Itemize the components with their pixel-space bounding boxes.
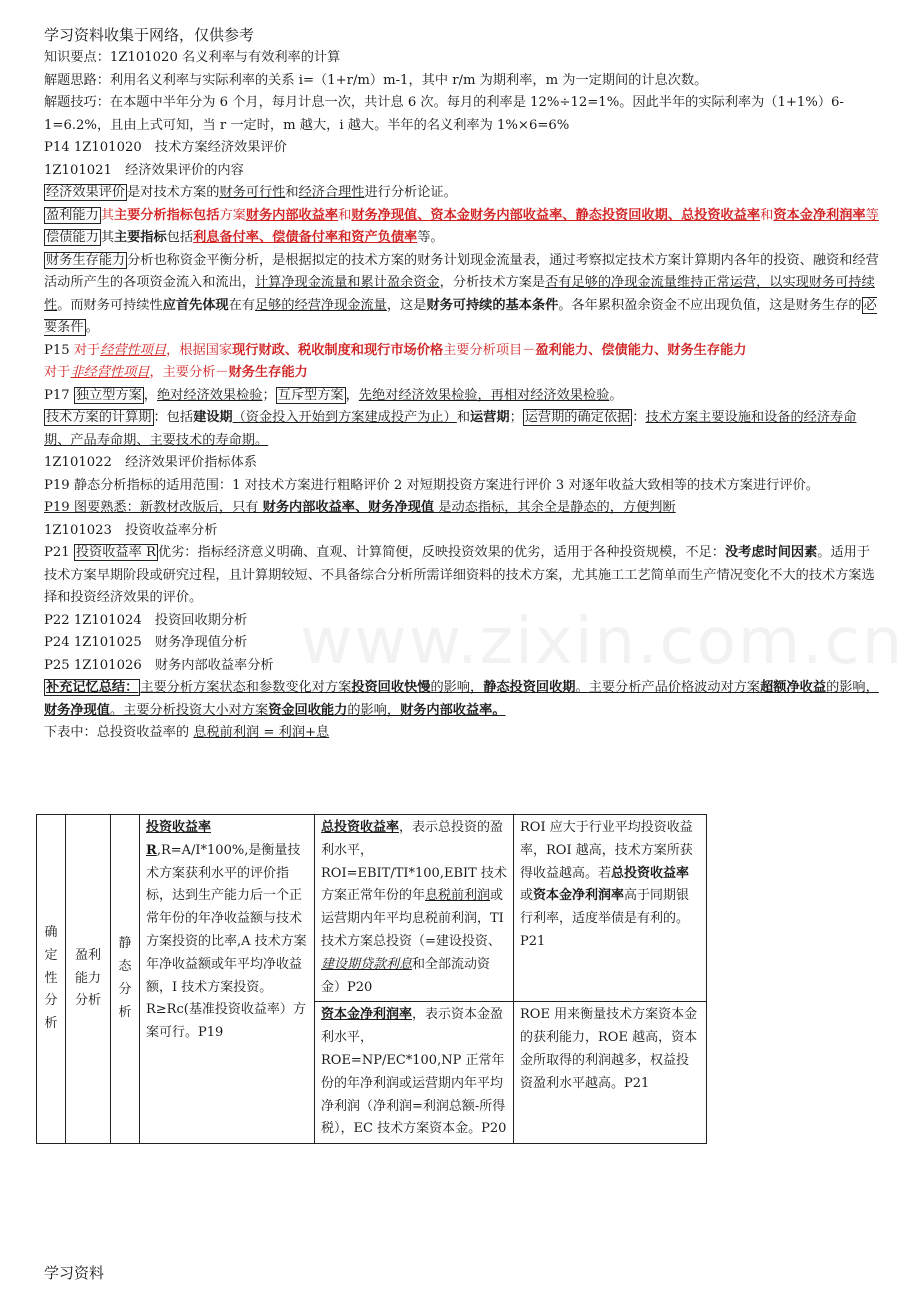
table-cell-roi-definition: 投资收益率 R,R=A/I*100%,是衡量技术方案获利水平的评价指标，达到生产能力后一个正常年份的年净收益额与技术方案投资的比率,A 技术方案年净收益额或年平均净收益额，I 技术方案投资。R≥Rc(基准投资收益率）方案可行。P19: [140, 815, 315, 1144]
p15-line-1: P15 对于经营性项目，根据国家现行财政、税收制度和现行市场价格主要分析项目－盈利能力、偿债能力、财务生存能力: [44, 342, 747, 358]
debt-paragraph: 偿债能力 其主要指标包括利息备付率、偿债备付率和资产负债率等。: [46, 230, 444, 245]
survive-term-box: 财务生存能力: [46, 252, 126, 268]
table-cell-profit-analysis: 盈利能力分析: [66, 815, 111, 1144]
solution-idea: 解题思路：利用名义利率与实际利率的关系 i=（1+r/m）m-1，其中 r/m 为期利率，m 为一定期间的计息次数。: [44, 72, 708, 88]
section-heading-1z101022: 1Z101022 经济效果评价指标体系: [44, 455, 257, 470]
eval-term-box: 经济效果评价: [46, 185, 126, 200]
page-header: 学习资料收集于网络，仅供参考: [44, 26, 255, 44]
knowledge-point: 知识要点：1Z101020 名义利率与有效利率的计算: [44, 50, 341, 65]
table-row: [37, 815, 707, 1002]
p19-static-scope: P19 静态分析指标的适用范围：1 对技术方案进行粗略评价 2 对短期投资方案进行评价 3 对逐年收益大致相等的技术方案进行评价。: [44, 477, 819, 493]
page-footer: 学习资料: [44, 1264, 105, 1282]
table-cell-static-analysis: 静态分析: [111, 815, 140, 1144]
supplement-paragraph: 补充记忆总结： 主要分析方案状态和参数变化对方案投资回收快慢的影响，静态投资回收期。主要分析产品价格波动对方案超额净收益的影响，财务净现值。主要分析投资大小对方案资金回收能力的影响，财务内部收益率。: [44, 680, 879, 718]
section-heading-p25: P25 1Z101026 财务内部收益率分析: [44, 657, 274, 673]
necessary-term-box: 必要条件: [44, 297, 877, 335]
eval-paragraph: 经济效果评价 是对技术方案的财务可行性和经济合理性进行分析论证。: [46, 185, 457, 200]
p15-line-2: 对于非经营性项目，主要分析－财务生存能力: [44, 365, 308, 380]
exclusive-term-box: 互斥型方案: [277, 387, 344, 403]
section-heading-p24: P24 1Z101025 财务净现值分析: [44, 635, 248, 650]
roi-term-box: 投资收益率 R: [75, 545, 156, 560]
section-heading-p22: P22 1Z101024 投资回收期分析: [44, 612, 248, 628]
operating-basis-box: 运营期的确定依据: [524, 410, 631, 425]
period-term-box: 技术方案的计算期: [46, 410, 152, 425]
profit-term-box: 盈利能力: [46, 207, 99, 223]
watermark: www.zixin.com.cn: [300, 605, 905, 679]
table-cell-certainty: 确定性分析: [37, 815, 66, 1144]
p19-figure-note: P19 图要熟悉：新教材改版后，只有 财务内部收益率、财务净现值 是动态指标，其余全是静态的，方便判断: [44, 500, 676, 515]
p17-paragraph: P17 独立型方案 ，绝对经济效果检验； 互斥型方案 ，先绝对经济效果检验，再相对经济效果检验。: [44, 387, 623, 403]
section-heading-p14: P14 1Z101020 技术方案经济效果评价: [44, 140, 287, 155]
profit-paragraph: 盈利能力 其主要分析指标包括方案财务内部收益率和财务净现值、资本金财务内部收益率、静态投资回收期、总投资收益率和资本金净利润率等: [46, 207, 879, 223]
table-cell-total-roi: 总投资收益率，表示总投资的盈利水平，ROI=EBIT/TI*100,EBIT 技术方案正常年份的年息税前利润或运营期内年平均息税前利润，TI 技术方案总投资（=建设投资、建设期贷款利息和全部流动资金）P20: [315, 815, 514, 1002]
table-cell-roe: 资本金净利润率，表示资本金盈利水平，ROE=NP/EC*100,NP 正常年份的年净利润或运营期内年平均净利润（净利润=利润总额-所得税），EC 技术方案资本金。P20: [315, 1002, 514, 1144]
period-paragraph: 技术方案的计算期 ：包括建设期（资金投入开始到方案建成投产为止）和运营期； 运营期的确定依据 ：技术方案主要设施和设备的经济寿命期、产品寿命期、主要技术的寿命期。: [44, 410, 857, 448]
survive-paragraph: 财务生存能力 分析也称资金平衡分析，是根据拟定的技术方案的财务计划现金流量表，通过考察拟定技术方案计算期内各年的投资、融资和经营活动所产生的各项资金流入和流出，计算净现金流量和累计盈余资金，分析技术方案是否有足够的净现金流量维持正常运营，以实现财务可持续性。而财务可持续性应首先体现在有足够的经营净现金流量，这是财务可持续的基本条件。各年累积盈余资金不应出现负值，这是财务生存的 必要条件 。: [44, 252, 879, 335]
section-heading-1z101023: 1Z101023 投资收益率分析: [44, 522, 218, 538]
debt-term-box: 偿债能力: [46, 230, 99, 245]
supplement-term-box: 补充记忆总结：: [46, 680, 139, 695]
independent-term-box: 独立型方案: [75, 387, 142, 403]
indicator-table: [36, 814, 707, 1144]
table-intro: 下表中：总投资收益率的 息税前利润 = 利润+息: [44, 725, 330, 740]
table-cell-roe-note: ROE 用来衡量技术方案资本金的获利能力，ROE 越高，资本金所取得的利润越多，权益投资盈利水平越高。P21: [514, 1002, 707, 1144]
table-cell-roi-note: ROI 应大于行业平均投资收益率，ROI 越高，技术方案所获得收益越高。若总投资收益率或资本金净利润率高于同期银行利率，适度举债是有利的。P21: [514, 815, 707, 1002]
solution-tip: 解题技巧：在本题中半年分为 6 个月，每月计息一次，共计息 6 次。每月的利率是 12%÷12=1%。因此半年的实际利率为（1+1%）6-1=6.2%，且由上式可知，当 r 一定时，m 越大，i 越大。半年的名义利率为 1%×6=6%: [44, 95, 844, 133]
section-heading-1z101021: 1Z101021 经济效果评价的内容: [44, 162, 244, 178]
p21-paragraph: P21 投资收益率 R 优劣：指标经济意义明确、直观、计算简便，反映投资效果的优劣，适用于各种投资规模，不足：没考虑时间因素。适用于技术方案早期阶段或研究过程，且计算期较短、不具备综合分析所需详细资料的技术方案，尤其施工工艺简单而生产情况变化不大的技术方案选择和投资经济效果的评价。: [44, 545, 875, 605]
